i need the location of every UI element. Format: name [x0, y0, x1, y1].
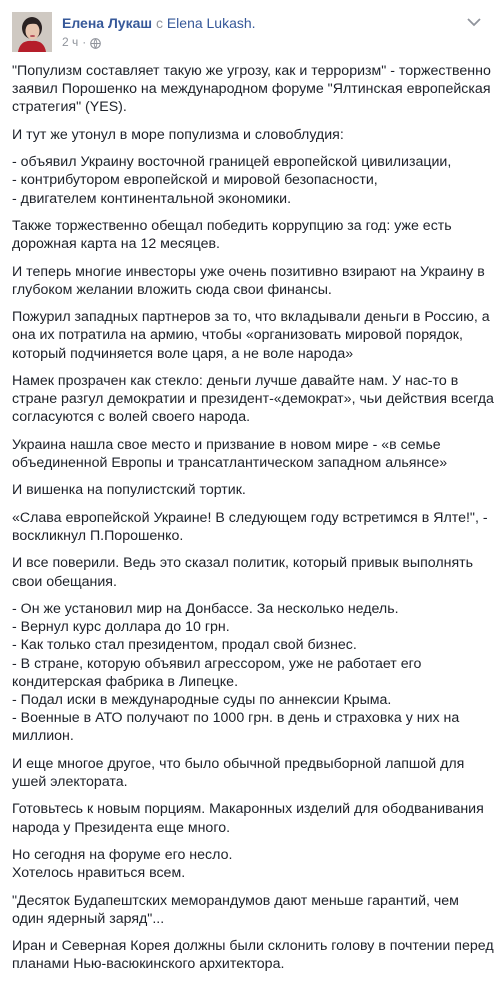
- paragraph-line: И все поверили. Ведь это сказал политик, который привык выполнять: [12, 555, 474, 572]
- avatar-image: [12, 12, 52, 52]
- paragraph-line: Но сегодня на форуме его несло.: [12, 846, 233, 863]
- paragraph-line: глубоком желании вложить сюда свои финансы.: [12, 281, 332, 298]
- paragraph-line: - Вернул курс доллара до 10 грн.: [12, 619, 230, 636]
- paragraph-line: стратегия" (YES).: [12, 99, 127, 116]
- paragraph-line: - двигателем континентальной экономики.: [12, 190, 292, 207]
- paragraph-line: «Слава европейской Украине! В следующем году встретимся в Ялте!", -: [12, 509, 488, 526]
- paragraph-line: согласуются с волей своего народа.: [12, 409, 251, 426]
- post-paragraph: [12, 755, 490, 791]
- paragraph-line: народа у Президента еще много.: [12, 819, 231, 836]
- page-name-link[interactable]: Elena Lukash.: [166, 15, 256, 31]
- paragraph-line: который подчиняется воле царя, а не воле народа»: [12, 345, 354, 362]
- paragraph-line: кондитерская фабрика в Липецке.: [12, 673, 239, 690]
- paragraph-line: - Военные в АТО получают по 1000 грн. в день и страховка у них на: [12, 710, 460, 727]
- paragraph-line: заявил Порошенко на международном форуме "Ялтинская европейская: [12, 81, 491, 98]
- post-paragraph: [12, 263, 490, 299]
- post-paragraph: [12, 800, 490, 836]
- post-paragraph: [12, 62, 490, 117]
- paragraph-line: миллион.: [12, 728, 74, 745]
- paragraph-line: Хотелось нравиться всем.: [12, 865, 186, 882]
- paragraph-line: свои обещания.: [12, 573, 117, 590]
- post-header: [12, 12, 482, 56]
- paragraph-line: "Десяток Будапештских меморандумов дают меньше гарантий, чем: [12, 892, 459, 909]
- post-paragraph: [12, 308, 490, 363]
- paragraph-line: - Как только стал президентом, продал свой бизнес.: [12, 637, 357, 654]
- post-paragraph: [12, 509, 490, 545]
- post-paragraph: [12, 846, 490, 882]
- globe-icon[interactable]: [90, 37, 101, 48]
- paragraph-line: "Популизм составляет такую же угрозу, как и терроризм" - торжественно: [12, 63, 491, 79]
- paragraph-line: Украина нашла свое место и призвание в новом мире - «в семье: [12, 436, 441, 453]
- post-timestamp[interactable]: 2 ч: [62, 35, 79, 49]
- paragraph-line: - контрибутором европейской и мировой безопасности,: [12, 172, 378, 189]
- paragraph-line: Иран и Северная Корея должны были склонить голову в почтении перед: [12, 938, 494, 955]
- post-paragraph: [12, 153, 490, 208]
- author-line: [62, 14, 256, 32]
- paragraph-line: - Подал иски в международные суды по аннексии Крыма.: [12, 691, 392, 708]
- chevron-down-icon[interactable]: [466, 14, 482, 24]
- paragraph-line: И теперь многие инвесторы уже очень позитивно взирают на Украину в: [12, 263, 485, 280]
- paragraph-line: планами Нью-васюкинского архитектора.: [12, 956, 285, 973]
- post-paragraph: [12, 436, 490, 472]
- paragraph-line: И еще многое другое, что было обычной предвыборной лапшой для: [12, 755, 465, 772]
- post-paragraph: [12, 372, 494, 427]
- paragraph-line: Готовьтесь к новым порциям. Макаронных изделий для ободванивания: [12, 801, 484, 818]
- paragraph-line: объединенной Европы и трансатлантическом западном альянсе»: [12, 454, 448, 471]
- paragraph-line: она их потратила на армию, чтобы «организовать мировой порядок,: [12, 327, 463, 344]
- post-text: [12, 62, 494, 983]
- paragraph-line: стране разгул демократии и президент-«демократ», чьи действия всегда: [12, 391, 494, 408]
- post-meta: [62, 34, 101, 50]
- paragraph-line: Пожурил западных партнеров за то, что вкладывали деньги в Россию, а: [12, 309, 490, 326]
- meta-separator: ·: [82, 35, 87, 49]
- paragraph-line: Намек прозрачен как стекло: деньги лучше давайте нам. У нас-то в: [12, 372, 459, 389]
- paragraph-line: воскликнул П.Порошенко.: [12, 527, 184, 544]
- post-paragraph: [12, 217, 490, 253]
- paragraph-line: И вишенка на популистский тортик.: [12, 482, 246, 499]
- post-paragraph: [12, 600, 490, 746]
- author-name-link[interactable]: Елена Лукаш: [62, 15, 153, 31]
- post-paragraph: [12, 937, 494, 973]
- paragraph-line: Также торжественно обещал победить коррупцию за год: уже есть: [12, 217, 452, 234]
- paragraph-line: один ядерный заряд"...: [12, 910, 165, 927]
- post-paragraph: [12, 554, 490, 590]
- with-word: с: [155, 15, 163, 31]
- post-paragraph: [12, 892, 490, 928]
- author-avatar[interactable]: [12, 12, 52, 52]
- paragraph-line: - объявил Украину восточной границей европейской цивилизации,: [12, 154, 452, 171]
- paragraph-line: И тут же утонул в море популизма и словоблудия:: [12, 126, 344, 143]
- paragraph-line: - Он же установил мир на Донбассе. За несколько недель.: [12, 600, 399, 617]
- paragraph-line: - В стране, которую объявил агрессором, уже не работает его: [12, 655, 422, 672]
- paragraph-line: ушей электората.: [12, 773, 128, 790]
- post-paragraph: [12, 126, 490, 144]
- paragraph-line: дорожная карта на 12 месяцев.: [12, 236, 220, 253]
- post-paragraph: [12, 481, 490, 499]
